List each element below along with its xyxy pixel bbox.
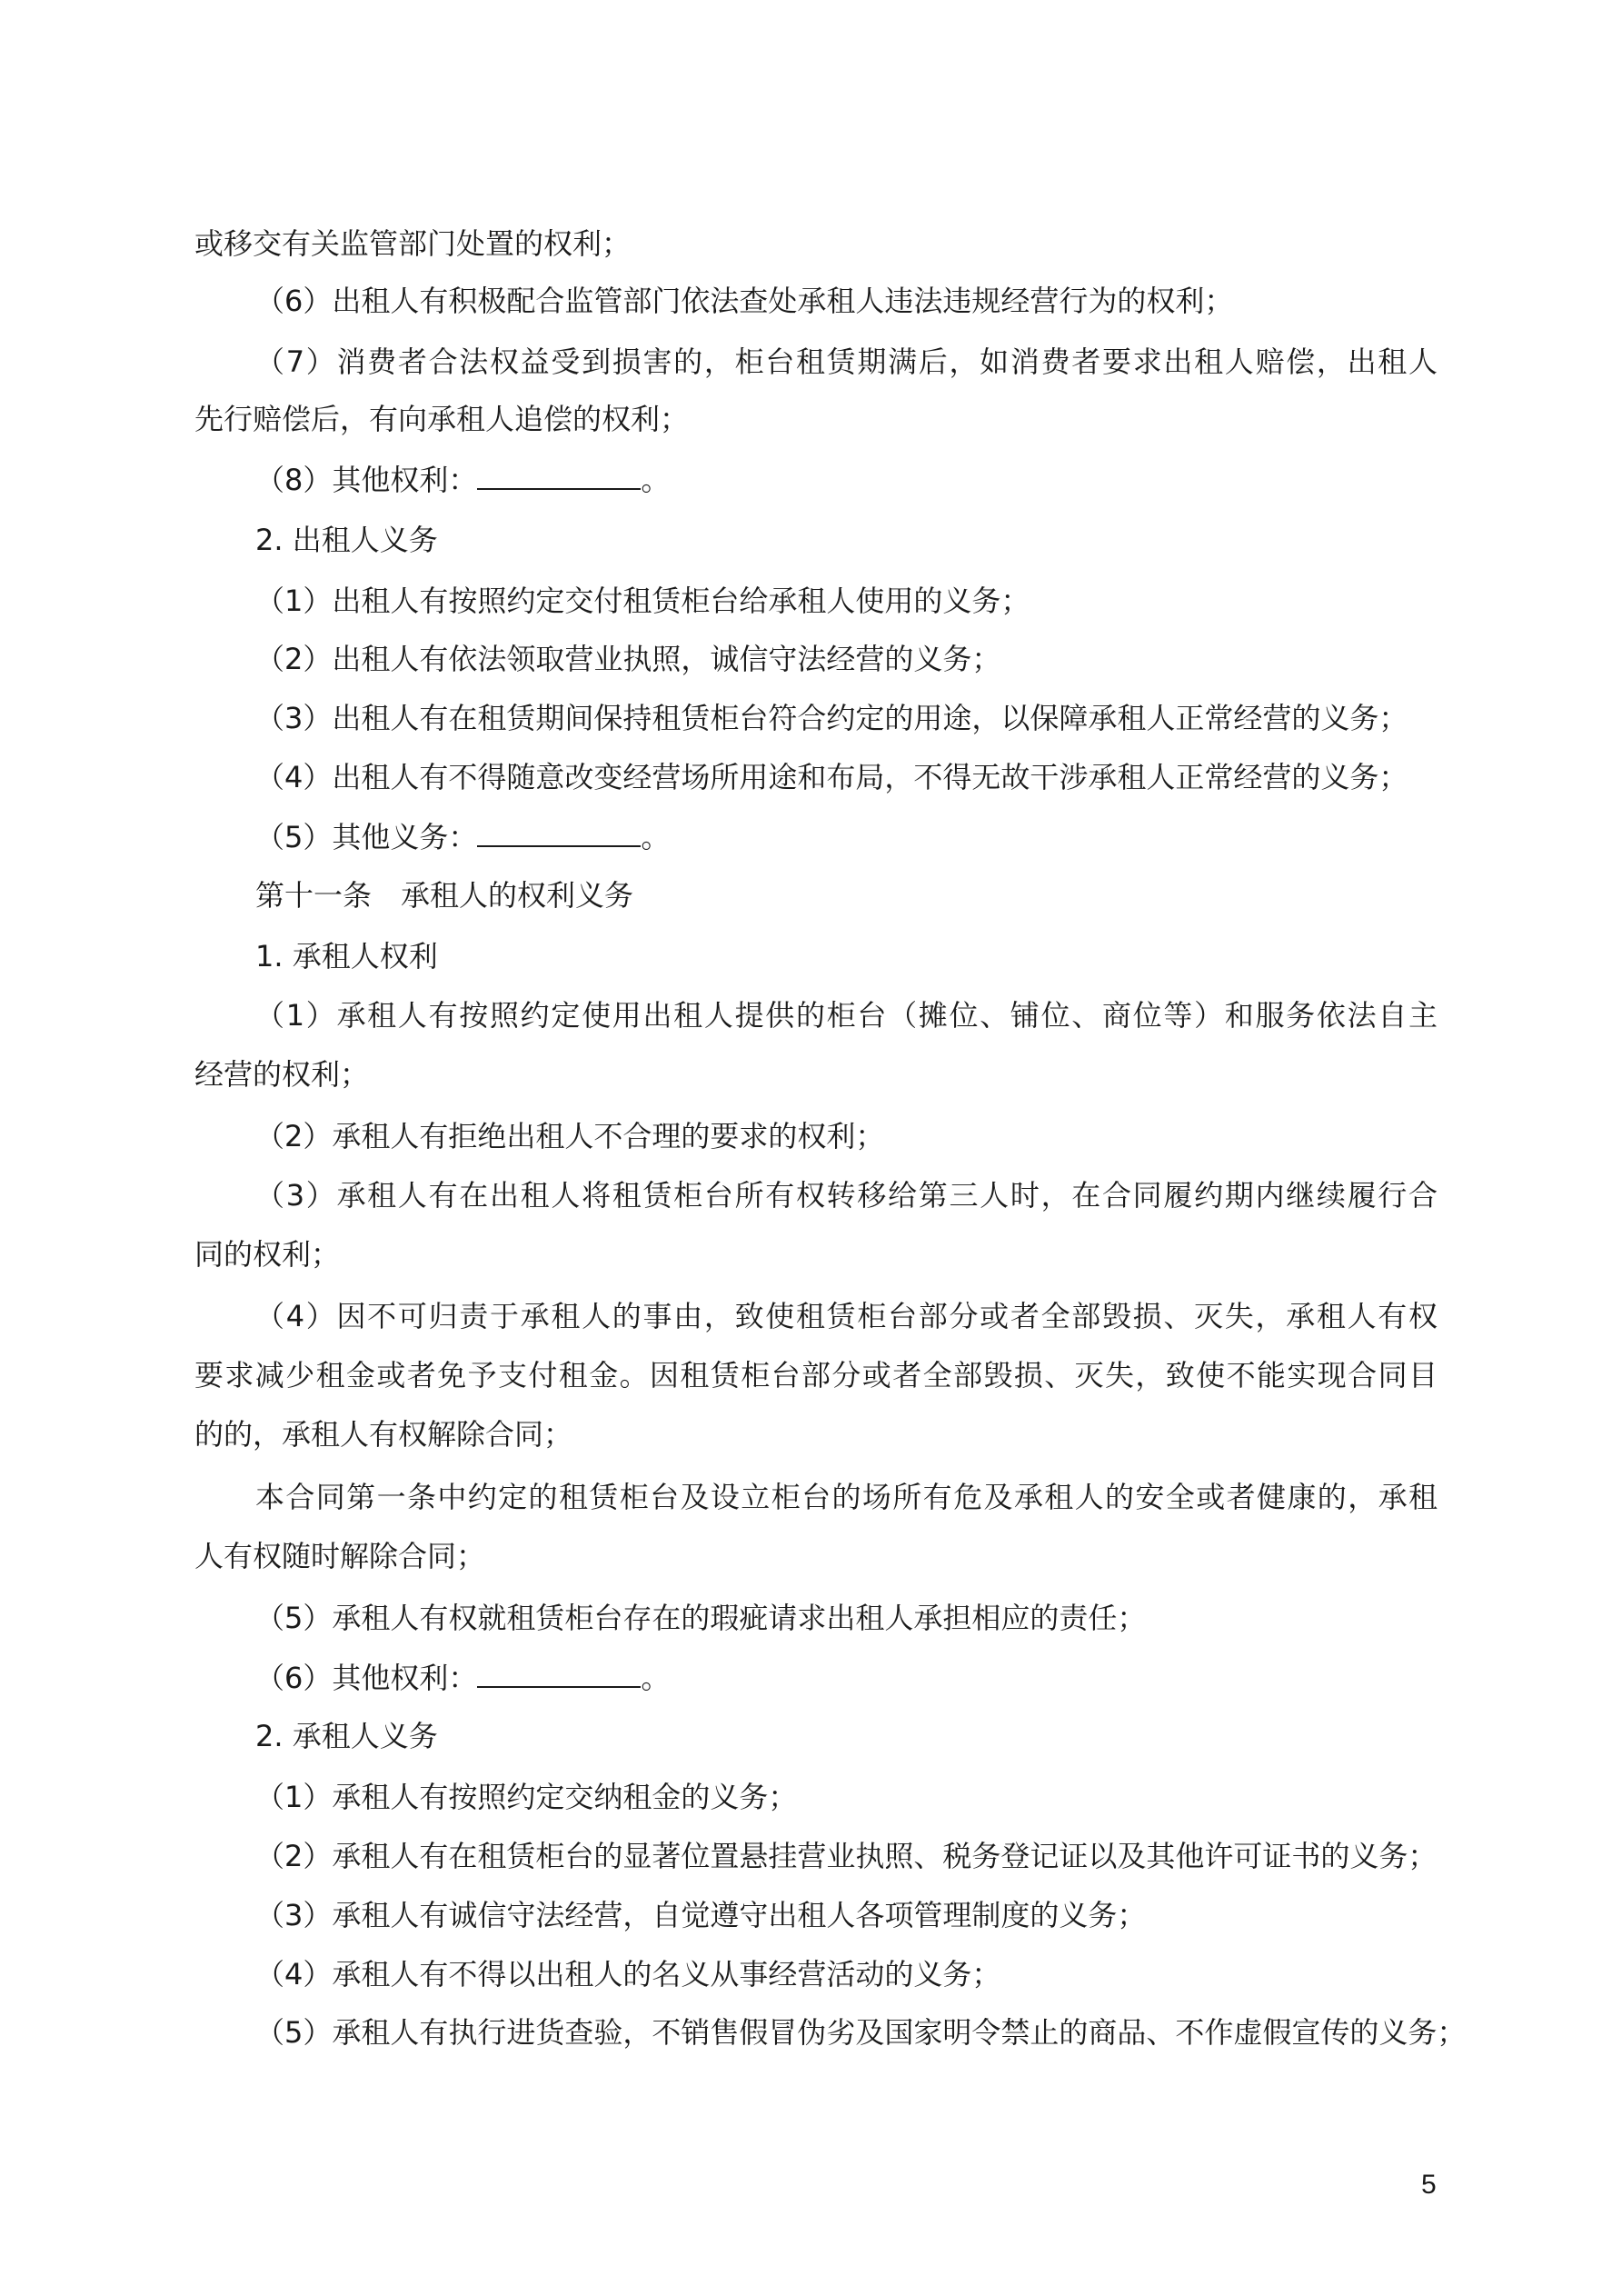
clause-lessee-right-6 xyxy=(255,1659,1438,1695)
clause-lessee-right-1: （1）承租人有按照约定使用出租人提供的柜台（摊位、铺位、商位等）和服务依法自主 xyxy=(255,998,1438,1033)
paragraph-line: 先行赔偿后，有向承租人追偿的权利； xyxy=(194,402,690,436)
clause-lessor-duty-3: （3）出租人有在租赁期间保持租赁柜台符合约定的用途，以保障承租人正常经营的义务； xyxy=(255,701,1408,735)
fill-in-blank[interactable] xyxy=(477,818,641,847)
clause-lessee-right-5: （5）承租人有权就租赁柜台存在的瑕疵请求出租人承担相应的责任； xyxy=(255,1601,1147,1635)
paragraph-line: 的的，承租人有权解除合同； xyxy=(194,1417,573,1452)
article-heading-11: 第十一条 承租人的权利义务 xyxy=(255,878,634,913)
clause-lessor-right-6: （6）出租人有积极配合监管部门依法查处承租人违法违规经营行为的权利； xyxy=(255,284,1234,318)
clause-lessee-right-4: （4）因不可归责于承租人的事由，致使租赁柜台部分或者全部毁损、灭失，承租人有权 xyxy=(255,1299,1438,1333)
clause-label: （8）其他权利： xyxy=(255,463,478,497)
paragraph-line: 本合同第一条中约定的租赁柜台及设立柜台的场所有危及承租人的安全或者健康的，承租 xyxy=(255,1480,1438,1514)
clause-end: 。 xyxy=(641,463,671,497)
page-number: 5 xyxy=(1421,2170,1437,2200)
clause-lessee-duty-4: （4）承租人有不得以出租人的名义从事经营活动的义务； xyxy=(255,1957,1001,1992)
clause-end: 。 xyxy=(641,820,671,854)
section-heading-lessee-duties: 2. 承租人义务 xyxy=(255,1719,438,1753)
clause-lessor-duty-1: （1）出租人有按照约定交付租赁柜台给承租人使用的义务； xyxy=(255,584,1030,618)
paragraph-line: 要求减少租金或者免予支付租金。因租赁柜台部分或者全部毁损、灭失，致使不能实现合同目 xyxy=(194,1358,1438,1393)
fill-in-blank[interactable] xyxy=(477,1659,641,1688)
clause-lessee-right-3: （3）承租人有在出租人将租赁柜台所有权转移给第三人时，在合同履约期内继续履行合 xyxy=(255,1178,1438,1213)
paragraph-line: 或移交有关监管部门处置的权利； xyxy=(194,226,632,261)
section-heading-lessee-rights: 1. 承租人权利 xyxy=(255,939,438,973)
clause-lessee-duty-2: （2）承租人有在租赁柜台的显著位置悬挂营业执照、税务登记证以及其他许可证书的义务； xyxy=(255,1839,1438,1873)
clause-lessor-duty-5 xyxy=(255,818,1438,854)
clause-lessor-right-8 xyxy=(255,461,1438,497)
clause-lessor-right-7: （7）消费者合法权益受到损害的，柜台租赁期满后，如消费者要求出租人赔偿，出租人 xyxy=(255,344,1438,379)
clause-lessee-duty-5: （5）承租人有执行进货查验，不销售假冒伪劣及国家明令禁止的商品、不作虚假宣传的义务； xyxy=(255,2015,1467,2050)
clause-label: （5）其他义务： xyxy=(255,820,478,854)
paragraph-line: 人有权随时解除合同； xyxy=(194,1539,486,1573)
clause-lessor-duty-4: （4）出租人有不得随意改变经营场所用途和布局，不得无故干涉承租人正常经营的义务； xyxy=(255,760,1408,794)
clause-lessee-duty-3: （3）承租人有诚信守法经营，自觉遵守出租人各项管理制度的义务； xyxy=(255,1898,1147,1932)
clause-lessee-right-2: （2）承租人有拒绝出租人不合理的要求的权利； xyxy=(255,1119,885,1153)
clause-label: （6）其他权利： xyxy=(255,1661,478,1695)
clause-lessee-duty-1: （1）承租人有按照约定交纳租金的义务； xyxy=(255,1780,798,1814)
clause-lessor-duty-2: （2）出租人有依法领取营业执照，诚信守法经营的义务； xyxy=(255,642,1001,676)
section-heading-lessor-duties: 2. 出租人义务 xyxy=(255,523,438,557)
paragraph-line: 经营的权利； xyxy=(194,1057,370,1092)
fill-in-blank[interactable] xyxy=(477,461,641,490)
clause-end: 。 xyxy=(641,1661,671,1695)
paragraph-line: 同的权利； xyxy=(194,1237,341,1272)
